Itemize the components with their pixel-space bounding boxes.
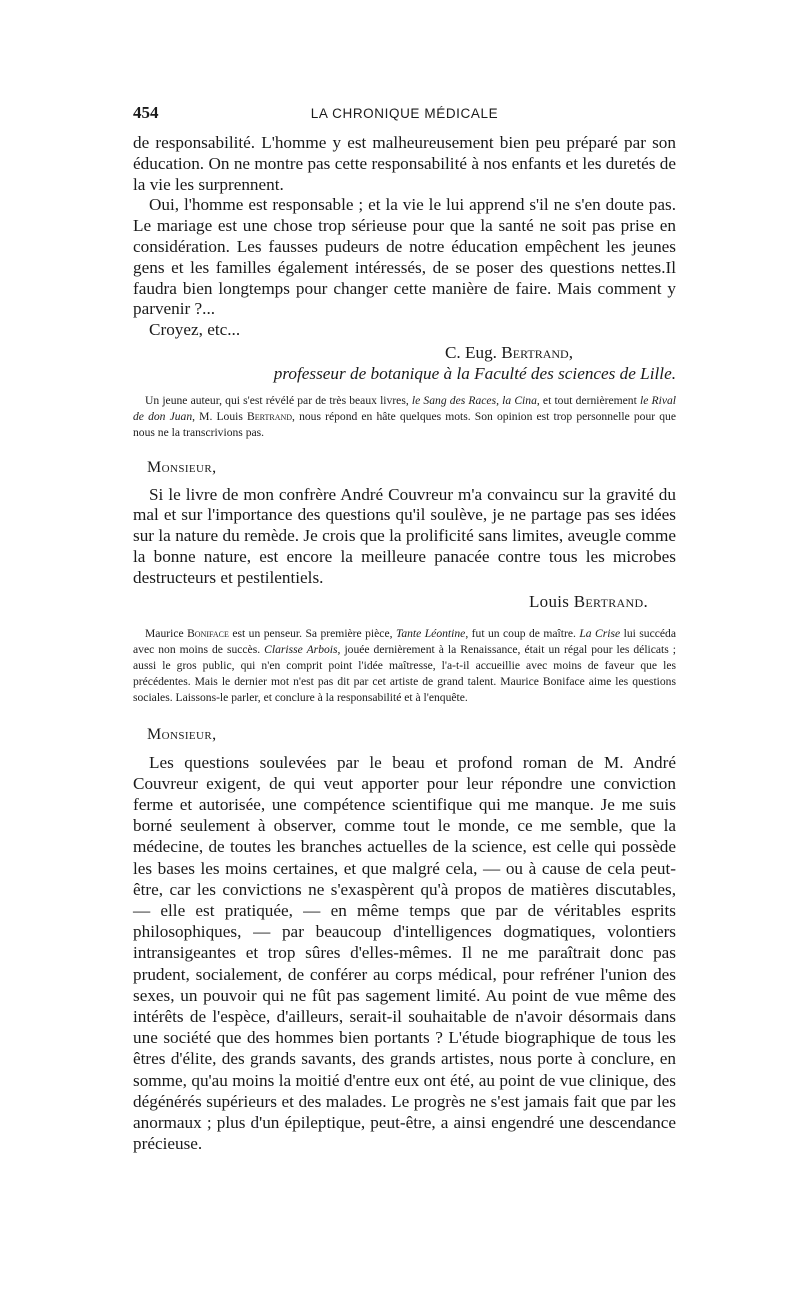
letter2-body: Si le livre de mon confrère André Couvreur m'a convaincu sur la gravité du mal et sur l'importance des questions qu'il soulève, je ne partage pas ses idées sur la nature du remède. Je crois que la prolificité sans limites, aveugle comme la bonne nature, est encore la meilleure panacée contre tous les microbes destructeurs et pestilentiels.: [133, 484, 676, 587]
letter1-paragraph1: de responsabilité. L'homme y est malheureusement bien peu préparé par son éducation. On ne montre pas cette responsabilité à nos enfants et les duretés de la vie les surprennent.: [133, 133, 676, 194]
book-page: [133, 103, 676, 1154]
signature-surname: Bertrand.: [573, 591, 648, 611]
letter2-signature: [133, 591, 676, 612]
editor-note-bertrand: Un jeune auteur, qui s'est révélé par de très beaux livres, le Sang des Races, la Cina, et tout dernièrement le Rival de don Juan, M. Louis Bertrand, nous répond en hâte quelques mots. Son opinion est trop personnelle pour que nous ne la transcrivions pas.: [133, 393, 676, 440]
page-header: [133, 103, 676, 127]
letter1-closing: Croyez, etc...: [149, 320, 241, 340]
letter3-body: Les questions soulevées par le beau et profond roman de M. André Couvreur exigent, de qui veut apporter pour leur répondre une conviction ferme et autorisée, une compétence scientifique qui me manque. Je me suis borné seulement à observer, comme tout le monde, ce me semble, que la médecine, de toutes les branches actuelles de la science, est celle qui possède les bases les moins certaines, et que malgré cela, — ou à cause de cela peut-être, car les convictions ne s'exaspèrent qu'à propos de matières discutables, — elle est pratiquée, — en même temps que par de véritables esprits philosophiques, — par beaucoup d'intelligences dogmatiques, volontiers intransigeantes et trop sûres d'elles-mêmes. Il ne me paraîtrait donc pas prudent, socialement, de conférer au corps médical, pour refréner l'union des sexes, un pouvoir qui ne fût pas sagement limité. Au point de vue même des intérêts de l'espèce, d'ailleurs, serait-il souhaitable de n'avoir désormais dans une société que des hommes bien portants ? L'étude biographique de tous les êtres d'élite, des grands savants, des grands artistes, nous porte à conclure, en somme, qu'au moins la moitié d'entre eux ont été, au point de vue clinique, des dégénérés supérieurs et des malades. Le progrès ne s'est jamais fait que par les anormaux ; plus d'un épileptique, peut-être, a ainsi engendré une descendance précieuse.: [133, 752, 676, 1154]
signature-initials: C. Eug.: [444, 342, 497, 362]
running-title: LA CHRONIQUE MÉDICALE: [310, 106, 499, 121]
page-number: 454: [133, 103, 159, 122]
letter2-salutation: Monsieur,: [147, 458, 217, 476]
signature-first-name: Louis: [528, 591, 570, 611]
letter1-signature: [133, 342, 676, 363]
signature-surname: Bertrand,: [501, 342, 573, 362]
letter1-signature-title: professeur de botanique à la Faculté des sciences de Lille.: [273, 363, 676, 383]
letter1-paragraph2: Oui, l'homme est responsable ; et la vie le lui apprend s'il ne s'en doute pas. Le mariage est une chose trop sérieuse pour que la santé ne soit pas prise en considération. Les fausses pudeurs de notre éducation empêchent les jeunes gens et les familles également intéressés, de se poser des questions nettes.Il faudra bien longtemps pour changer cette manière de faire. Mais comment y parvenir ?...: [133, 195, 676, 319]
letter3-salutation: Monsieur,: [147, 725, 217, 743]
editor-note-boniface: Maurice Boniface est un penseur. Sa première pièce, Tante Léontine, fut un coup de maître. La Crise lui succéda avec non moins de succès. Clarisse Arbois, jouée dernièrement à la Renaissance, était un régal pour les délicats ; aussi le gros public, qui n'en comprit point l'idée maîtresse, l'a-t-il accueillie avec moins de faveur que les précédentes. Mais le dernier mot n'est pas dit par cet artiste de grand talent. Maurice Boniface aime les questions sociales. Laissons-le parler, et conclure à la responsabilité et à l'enquête.: [133, 626, 677, 705]
